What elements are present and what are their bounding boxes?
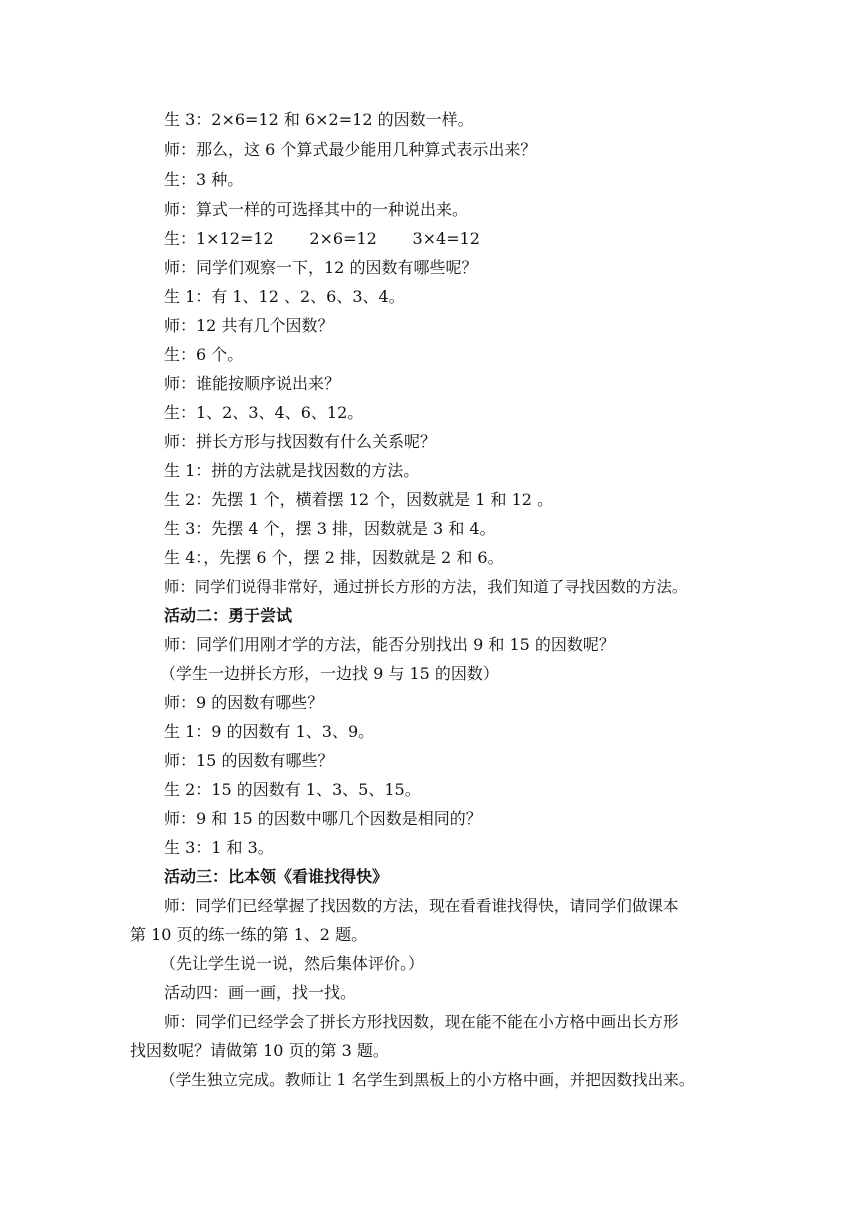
- text-line: 师：同学们已经掌握了找因数的方法，现在看看谁找得快，请同学们做课本: [164, 897, 679, 915]
- text-line: 第 10 页的练一练的第 1、2 题。: [130, 925, 368, 944]
- text-line: 生 2：15 的因数有 1、3、5、15。: [164, 780, 421, 799]
- text-line: 生：1×12=12 2×6=12 3×4=12: [164, 229, 480, 248]
- text-line: 师：算式一样的可选择其中的一种说出来。: [164, 200, 469, 219]
- text-line: （学生独立完成。教师让 1 名学生到黑板上的小方格中画，并把因数找出来。: [160, 1071, 695, 1089]
- text-line: （学生一边拼长方形，一边找 9 与 15 的因数）: [160, 664, 499, 683]
- text-line: 师：同学们已经学会了拼长方形找因数，现在能不能在小方格中画出长方形: [164, 1013, 679, 1031]
- section-heading: 活动二：勇于尝试: [164, 606, 293, 625]
- text-line: 师：15 的因数有哪些？: [164, 751, 334, 770]
- text-line: 生 3：1 和 3。: [164, 838, 274, 857]
- text-line: 生 1：有 1、12 、2、6、3、4。: [164, 287, 405, 306]
- text-line: 生：3 种。: [164, 170, 244, 189]
- text-line: 师：9 和 15 的因数中哪几个因数是相同的？: [164, 809, 482, 828]
- text-line: 找因数呢？请做第 10 页的第 3 题。: [130, 1041, 389, 1060]
- text-line: 师：同学们说得非常好，通过拼长方形的方法，我们知道了寻找因数的方法。: [164, 578, 688, 596]
- text-line: 生 2：先摆 1 个，横着摆 12 个，因数就是 1 和 12 。: [164, 490, 554, 509]
- text-line: 生 4：，先摆 6 个，摆 2 排，因数就是 2 和 6。: [164, 548, 504, 567]
- text-line: 生 3：2×6=12 和 6×2=12 的因数一样。: [164, 110, 474, 129]
- section-heading: 活动四：画一画，找一找。: [164, 983, 357, 1002]
- text-line: 师：同学们用刚才学的方法，能否分别找出 9 和 15 的因数呢？: [164, 635, 615, 654]
- text-line: 生：1、2、3、4、6、12。: [164, 403, 364, 422]
- section-heading: 活动三：比本领《看谁找得快》: [164, 867, 389, 886]
- text-line: 生：6 个。: [164, 345, 244, 364]
- text-line: （先让学生说一说，然后集体评价。）: [160, 954, 425, 973]
- text-line: 师：谁能按顺序说出来？: [164, 374, 341, 393]
- text-line: 师：12 共有几个因数？: [164, 316, 334, 335]
- text-line: 师：那么，这 6 个算式最少能用几种算式表示出来？: [164, 140, 537, 159]
- text-line: 生 3：先摆 4 个，摆 3 排，因数就是 3 和 4。: [164, 519, 496, 538]
- text-line: 师：拼长方形与找因数有什么关系呢？: [164, 432, 437, 451]
- text-line: 生 1：9 的因数有 1、3、9。: [164, 722, 375, 741]
- text-line: 生 1：拼的方法就是找因数的方法。: [164, 461, 420, 480]
- text-line: 师：9 的因数有哪些？: [164, 693, 324, 712]
- text-line: 师：同学们观察一下，12 的因数有哪些呢？: [164, 258, 478, 277]
